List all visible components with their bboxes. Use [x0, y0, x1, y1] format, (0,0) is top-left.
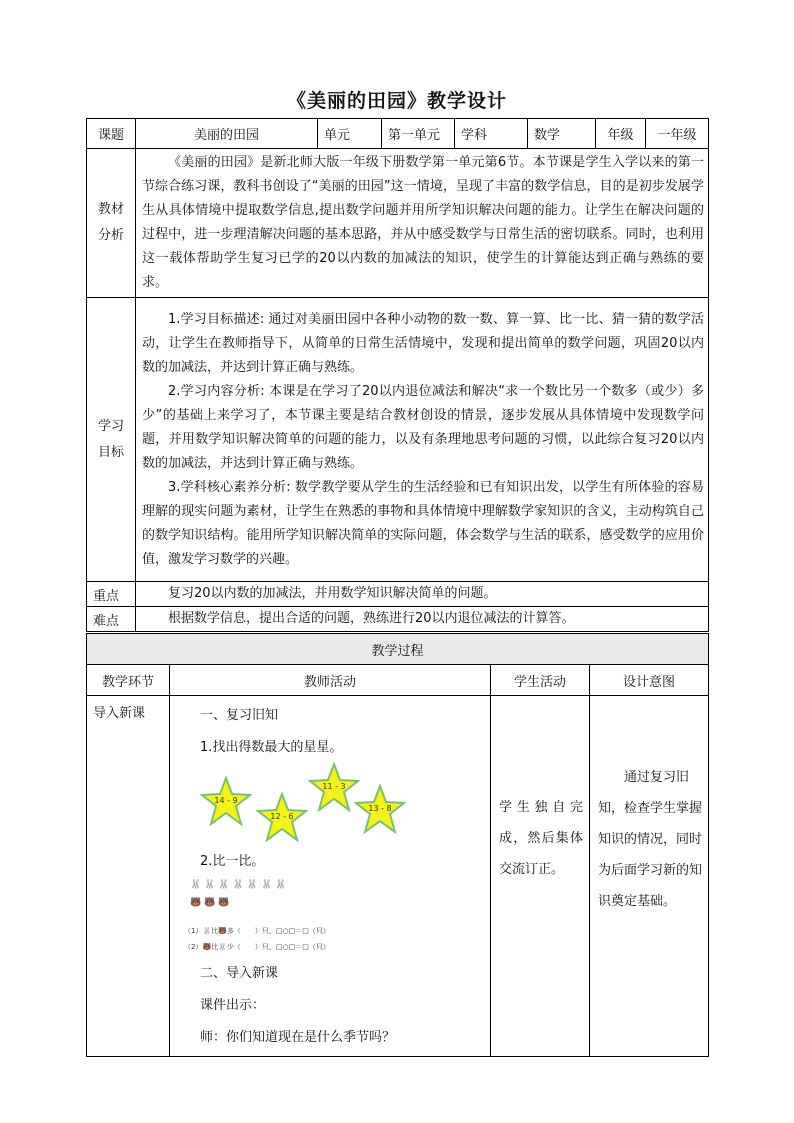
course-value: 美丽的田园 — [136, 119, 318, 149]
header-intent: 设计意图 — [590, 665, 709, 696]
header-stage: 教学环节 — [87, 665, 170, 696]
compare-line: （1）🐰比🐻多（ ）只，□○□＝□（只） — [184, 927, 330, 935]
star: 13 - 8 — [354, 784, 406, 834]
star: 12 - 6 — [256, 792, 308, 842]
subject-value: 数学 — [528, 119, 596, 149]
analysis-label: 教材 分析 — [87, 149, 136, 298]
objectives-label: 学习 目标 — [87, 298, 136, 582]
process-row-intro — [87, 696, 709, 1057]
grade-value: 一年级 — [646, 119, 709, 149]
compare-figure — [184, 880, 482, 960]
unit-value: 第一单元 — [382, 119, 455, 149]
star: 11 - 3 — [308, 762, 360, 812]
difficulty-label: 难点 — [87, 607, 136, 632]
teacher-question: 师：你们知道现在是什么季节吗？ — [200, 1030, 396, 1045]
star: 14 - 9 — [200, 776, 252, 826]
stars-figure — [186, 766, 482, 848]
difficulty-row — [87, 607, 709, 632]
process-title-row — [87, 634, 709, 665]
unit-label: 单元 — [318, 119, 382, 149]
objectives-row — [87, 298, 709, 582]
course-label: 课题 — [87, 119, 136, 149]
analysis-text: 《美丽的田园》是新北师大版一年级下册数学第一单元第6节。本节课是学生入学以来的第一节综合练习课，教科书创设了“美丽的田园”这一情境，呈现了丰富的数学信息，目的是初步发展学生从具体情境中提取数学信息,提出数学问题并用所学知识解决问题的能力。让学生在解决问题的过程中，进一步理清解决问题的基本思路，并从中感受数学与日常生活的密切联系。同时，也利用这一载体帮助学生复习已学的20以内数的加减法的知识，使学生的计算能达到正确与熟练的要求。 — [136, 149, 709, 298]
key-point-row — [87, 582, 709, 607]
key-point-text: 复习20以内数的加减法，并用数学知识解决简单的问题。 — [136, 582, 709, 607]
objective-item: 2.学习内容分析: 本课是在学习了20以内退位减法和解决“求一个数比另一个数多（或少）多少”的基础上来学习了，本节课主要是结合教材创设的情景，逐步发展从具体情境中发现数学问题，并用数学知识解决简单的问题的能力，以及有条理地思考问题的习惯，以此综合复习20以内数的加减法，并达到计算正确与熟练。 — [142, 383, 704, 471]
rabbit-row-icon: 🐰🐰🐰🐰🐰🐰🐰 — [190, 880, 290, 890]
process-table — [86, 633, 709, 1057]
process-header-row — [87, 665, 709, 696]
stage-name: 导入新课 — [87, 696, 170, 1057]
header-student: 学生活动 — [491, 665, 590, 696]
question-2: 2.比一比。 — [200, 854, 265, 869]
bear-row-icon: 🐻🐻🐻 — [190, 898, 233, 908]
design-intent: 通过复习旧知，检查学生掌握知识的情况，同时为后面学习新的知识奠定基础。 — [590, 696, 709, 1057]
student-activity: 学生独自完成，然后集体交流订正。 — [491, 696, 590, 1057]
subject-label: 学科 — [455, 119, 528, 149]
info-table — [86, 118, 709, 632]
document-title: 《美丽的田园》教学设计 — [286, 90, 507, 112]
course-row — [87, 119, 709, 149]
grade-label: 年级 — [596, 119, 646, 149]
courseware-line: 课件出示： — [200, 998, 266, 1013]
header-teacher: 教师活动 — [170, 665, 491, 696]
key-point-label: 重点 — [87, 582, 136, 607]
difficulty-text: 根据数学信息，提出合适的问题，熟练进行20以内退位减法的计算答。 — [136, 607, 709, 632]
intro-heading: 二、导入新课 — [200, 966, 279, 981]
question-1: 1.找出得数最大的星星。 — [200, 740, 343, 755]
compare-line: （2）🐻比🐰少（ ）只，□○□＝□（只） — [184, 943, 330, 951]
review-heading: 一、复习旧知 — [200, 708, 279, 723]
objective-item: 1.学习目标描述: 通过对美丽田园中各种小动物的数一数、算一算、比一比、猜一猜的数学活动，让学生在教师指导下，从简单的日常生活情境中，发现和提出简单的数学问题，巩固20以内数的加减法，并达到计算正确与熟练。 — [142, 311, 704, 375]
teacher-activity — [170, 696, 491, 1057]
objectives-text — [136, 298, 709, 582]
process-title: 教学过程 — [87, 634, 709, 665]
objective-item: 3.学科核心素养分析: 数学教学要从学生的生活经验和已有知识出发，以学生有所体验的容易理解的现实问题为素材，让学生在熟悉的事物和具体情境中理解数学家知识的含义，主动构筑自己的数学知识结构。能用所学知识解决简单的实际问题，体会数学与生活的联系，感受数学的应用价值，激发学习数学的兴趣。 — [142, 479, 704, 567]
analysis-row — [87, 149, 709, 298]
